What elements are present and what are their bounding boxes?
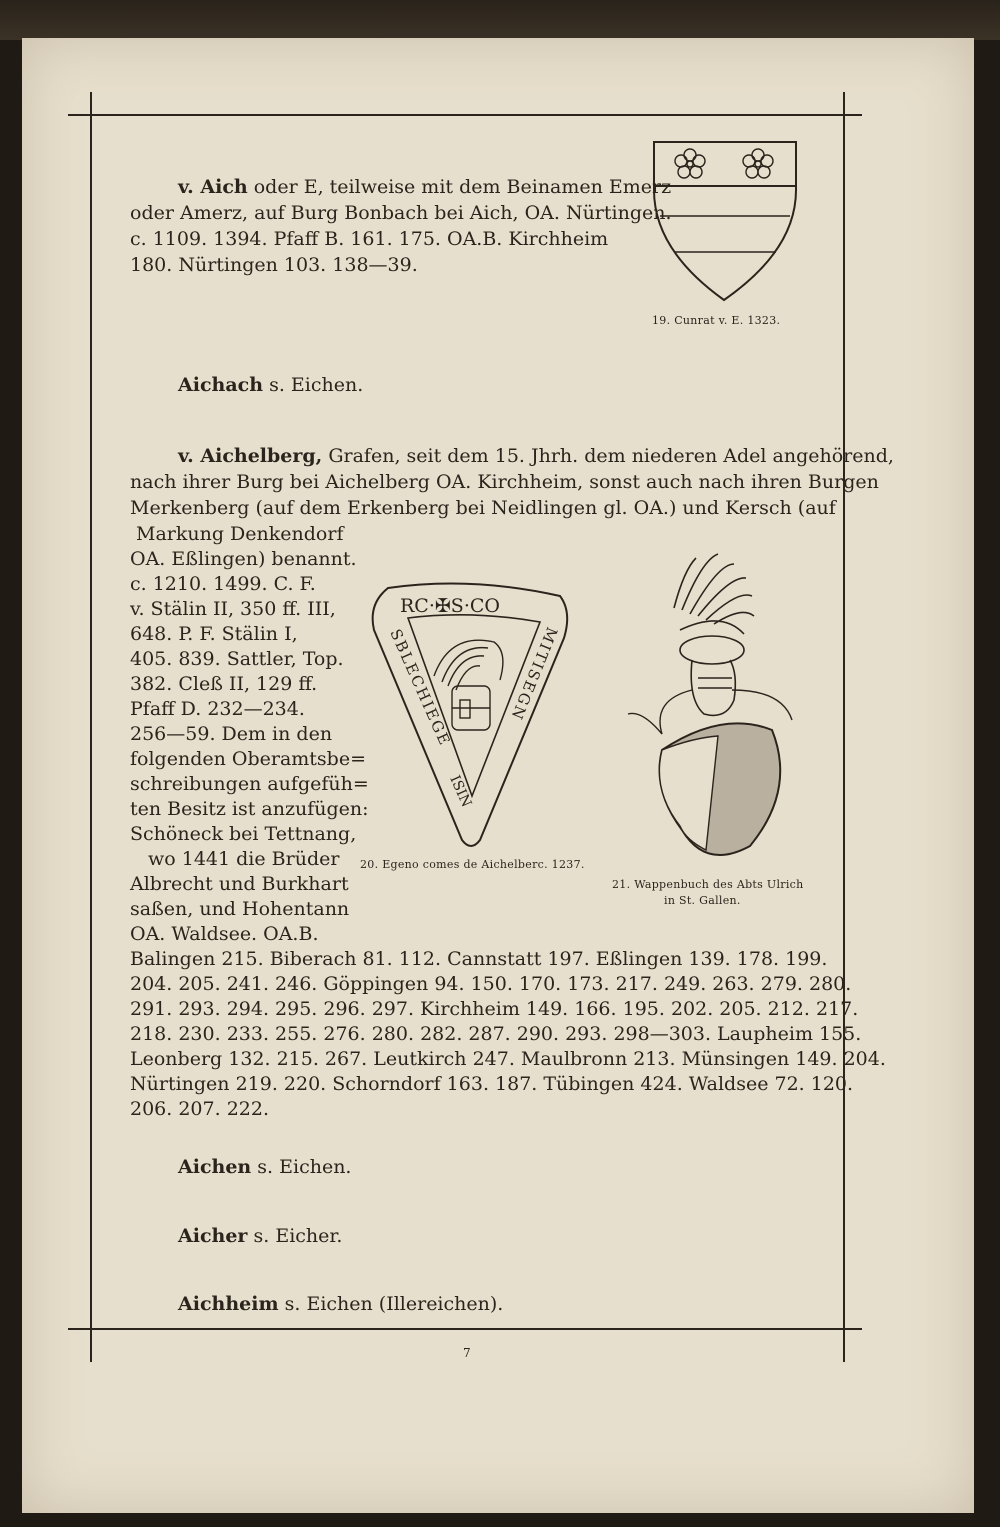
tail-line: 206. 207. 222. (130, 1098, 269, 1120)
column-line: schreibungen aufgefüh= (130, 773, 369, 795)
entry-aichen (178, 1156, 351, 1178)
entry-aichelberg-head: v. Aichelberg, (178, 445, 323, 467)
shield-icon (659, 723, 780, 855)
column-line: wo 1441 die Brüder (148, 848, 340, 870)
column-line: 405. 839. Sattler, Top. (130, 648, 344, 670)
entry-aichen-ref: s. Eichen. (251, 1156, 352, 1178)
entry-aichelberg-line-1-text: Grafen, seit dem 15. Jhrh. dem niederen Adel angehörend, (322, 445, 894, 467)
page-number: 7 (463, 1346, 471, 1360)
tail-line: 218. 230. 233. 255. 276. 280. 282. 287. 290. 293. 298—303. Laupheim 155. (130, 1023, 862, 1045)
entry-aich-line-1: oder E, teilweise mit dem Beinamen Emerz (247, 176, 672, 198)
column-line: Markung Denkendorf (136, 523, 344, 545)
coat-of-arms-figure-21 (622, 550, 822, 872)
entry-aicher-ref: s. Eicher. (247, 1225, 343, 1247)
column-line: 382. Cleß II, 129 ff. (130, 673, 318, 695)
entry-aichach-ref: s. Eichen. (263, 374, 364, 396)
column-line: 648. P. F. Stälin I, (130, 623, 298, 645)
column-line: Pfaff D. 232—234. (130, 698, 305, 720)
entry-aich-line-3: c. 1109. 1394. Pfaff B. 161. 175. OA.B. Kirchheim (130, 228, 609, 250)
entry-aichelberg-line-3: Merkenberg (auf dem Erkenberg bei Neidlingen gl. OA.) und Kersch (auf (130, 497, 836, 519)
column-line: OA. Waldsee. OA.B. (130, 923, 319, 945)
frame-bottom-rule (68, 1328, 862, 1330)
column-line: OA. Eßlingen) benannt. (130, 548, 357, 570)
column-line: 256—59. Dem in den (130, 723, 333, 745)
frame-right-rule (843, 92, 845, 1362)
column-line: c. 1210. 1499. C. F. (130, 573, 316, 595)
caption-figure-21-line-2: in St. Gallen. (664, 894, 741, 907)
caption-figure-19: 19. Cunrat v. E. 1323. (652, 314, 781, 327)
frame-top-rule (68, 114, 862, 116)
entry-aichen-head: Aichen (178, 1156, 252, 1178)
entry-aichheim-head: Aichheim (178, 1293, 279, 1315)
column-line: saßen, und Hohentann (130, 898, 350, 920)
entry-aichach-head: Aichach (178, 374, 264, 396)
seal-bottom-legend: ISIN (446, 773, 475, 810)
rose-icon (675, 149, 705, 178)
helmet-with-plumes-icon (434, 640, 503, 730)
rose-icon (743, 149, 773, 178)
entry-aichach (178, 374, 363, 396)
helmet-icon (680, 636, 744, 715)
tail-line: 204. 205. 241. 246. Göppingen 94. 150. 170. 173. 217. 249. 263. 279. 280. (130, 973, 852, 995)
seal-right-legend: MITISEGN (506, 624, 561, 724)
tail-line: Balingen 215. Biberach 81. 112. Cannstatt 197. Eßlingen 139. 178. 199. (130, 948, 828, 970)
seal-left-legend: SBLECHIEGE (386, 626, 455, 750)
seal-top-legend: RC·✠S·CO (400, 595, 500, 617)
entry-aichheim-ref: s. Eichen (Illereichen). (278, 1293, 504, 1315)
entry-aich-line-4: 180. Nürtingen 103. 138—39. (130, 254, 418, 276)
feather-crest-icon (674, 554, 754, 634)
seal-figure-20 (368, 582, 574, 852)
column-line: v. Stälin II, 350 ff. III, (130, 598, 336, 620)
entry-aich-head: v. Aich (178, 176, 248, 198)
frame-left-rule (90, 92, 92, 1362)
column-line: Schöneck bei Tettnang, (130, 823, 357, 845)
entry-aicher (178, 1225, 342, 1247)
column-line: Albrecht und Burkhart (130, 873, 349, 895)
entry-aichelberg-line-2: nach ihrer Burg bei Aichelberg OA. Kirchheim, sonst auch nach ihren Burgen (130, 471, 879, 493)
tail-line: Nürtingen 219. 220. Schorndorf 163. 187. Tübingen 424. Waldsee 72. 120. (130, 1073, 854, 1095)
column-line: ten Besitz ist anzufügen: (130, 798, 369, 820)
caption-figure-20: 20. Egeno comes de Aichelberc. 1237. (360, 858, 585, 871)
column-line: folgenden Oberamtsbe= (130, 748, 366, 770)
scan-background-edge (0, 0, 1000, 40)
coat-of-arms-shield-19 (652, 140, 798, 305)
entry-aicher-head: Aicher (178, 1225, 248, 1247)
tail-line: 291. 293. 294. 295. 296. 297. Kirchheim 149. 166. 195. 202. 205. 212. 217. (130, 998, 859, 1020)
entry-aichheim (178, 1293, 503, 1315)
entry-aichelberg-line-1 (178, 445, 894, 467)
tail-line: Leonberg 132. 215. 267. Leutkirch 247. Maulbronn 213. Münsingen 149. 204. (130, 1048, 886, 1070)
entry-aich-line-2: oder Amerz, auf Burg Bonbach bei Aich, OA. Nürtingen. (130, 202, 672, 224)
caption-figure-21-line-1: 21. Wappenbuch des Abts Ulrich (612, 878, 804, 891)
